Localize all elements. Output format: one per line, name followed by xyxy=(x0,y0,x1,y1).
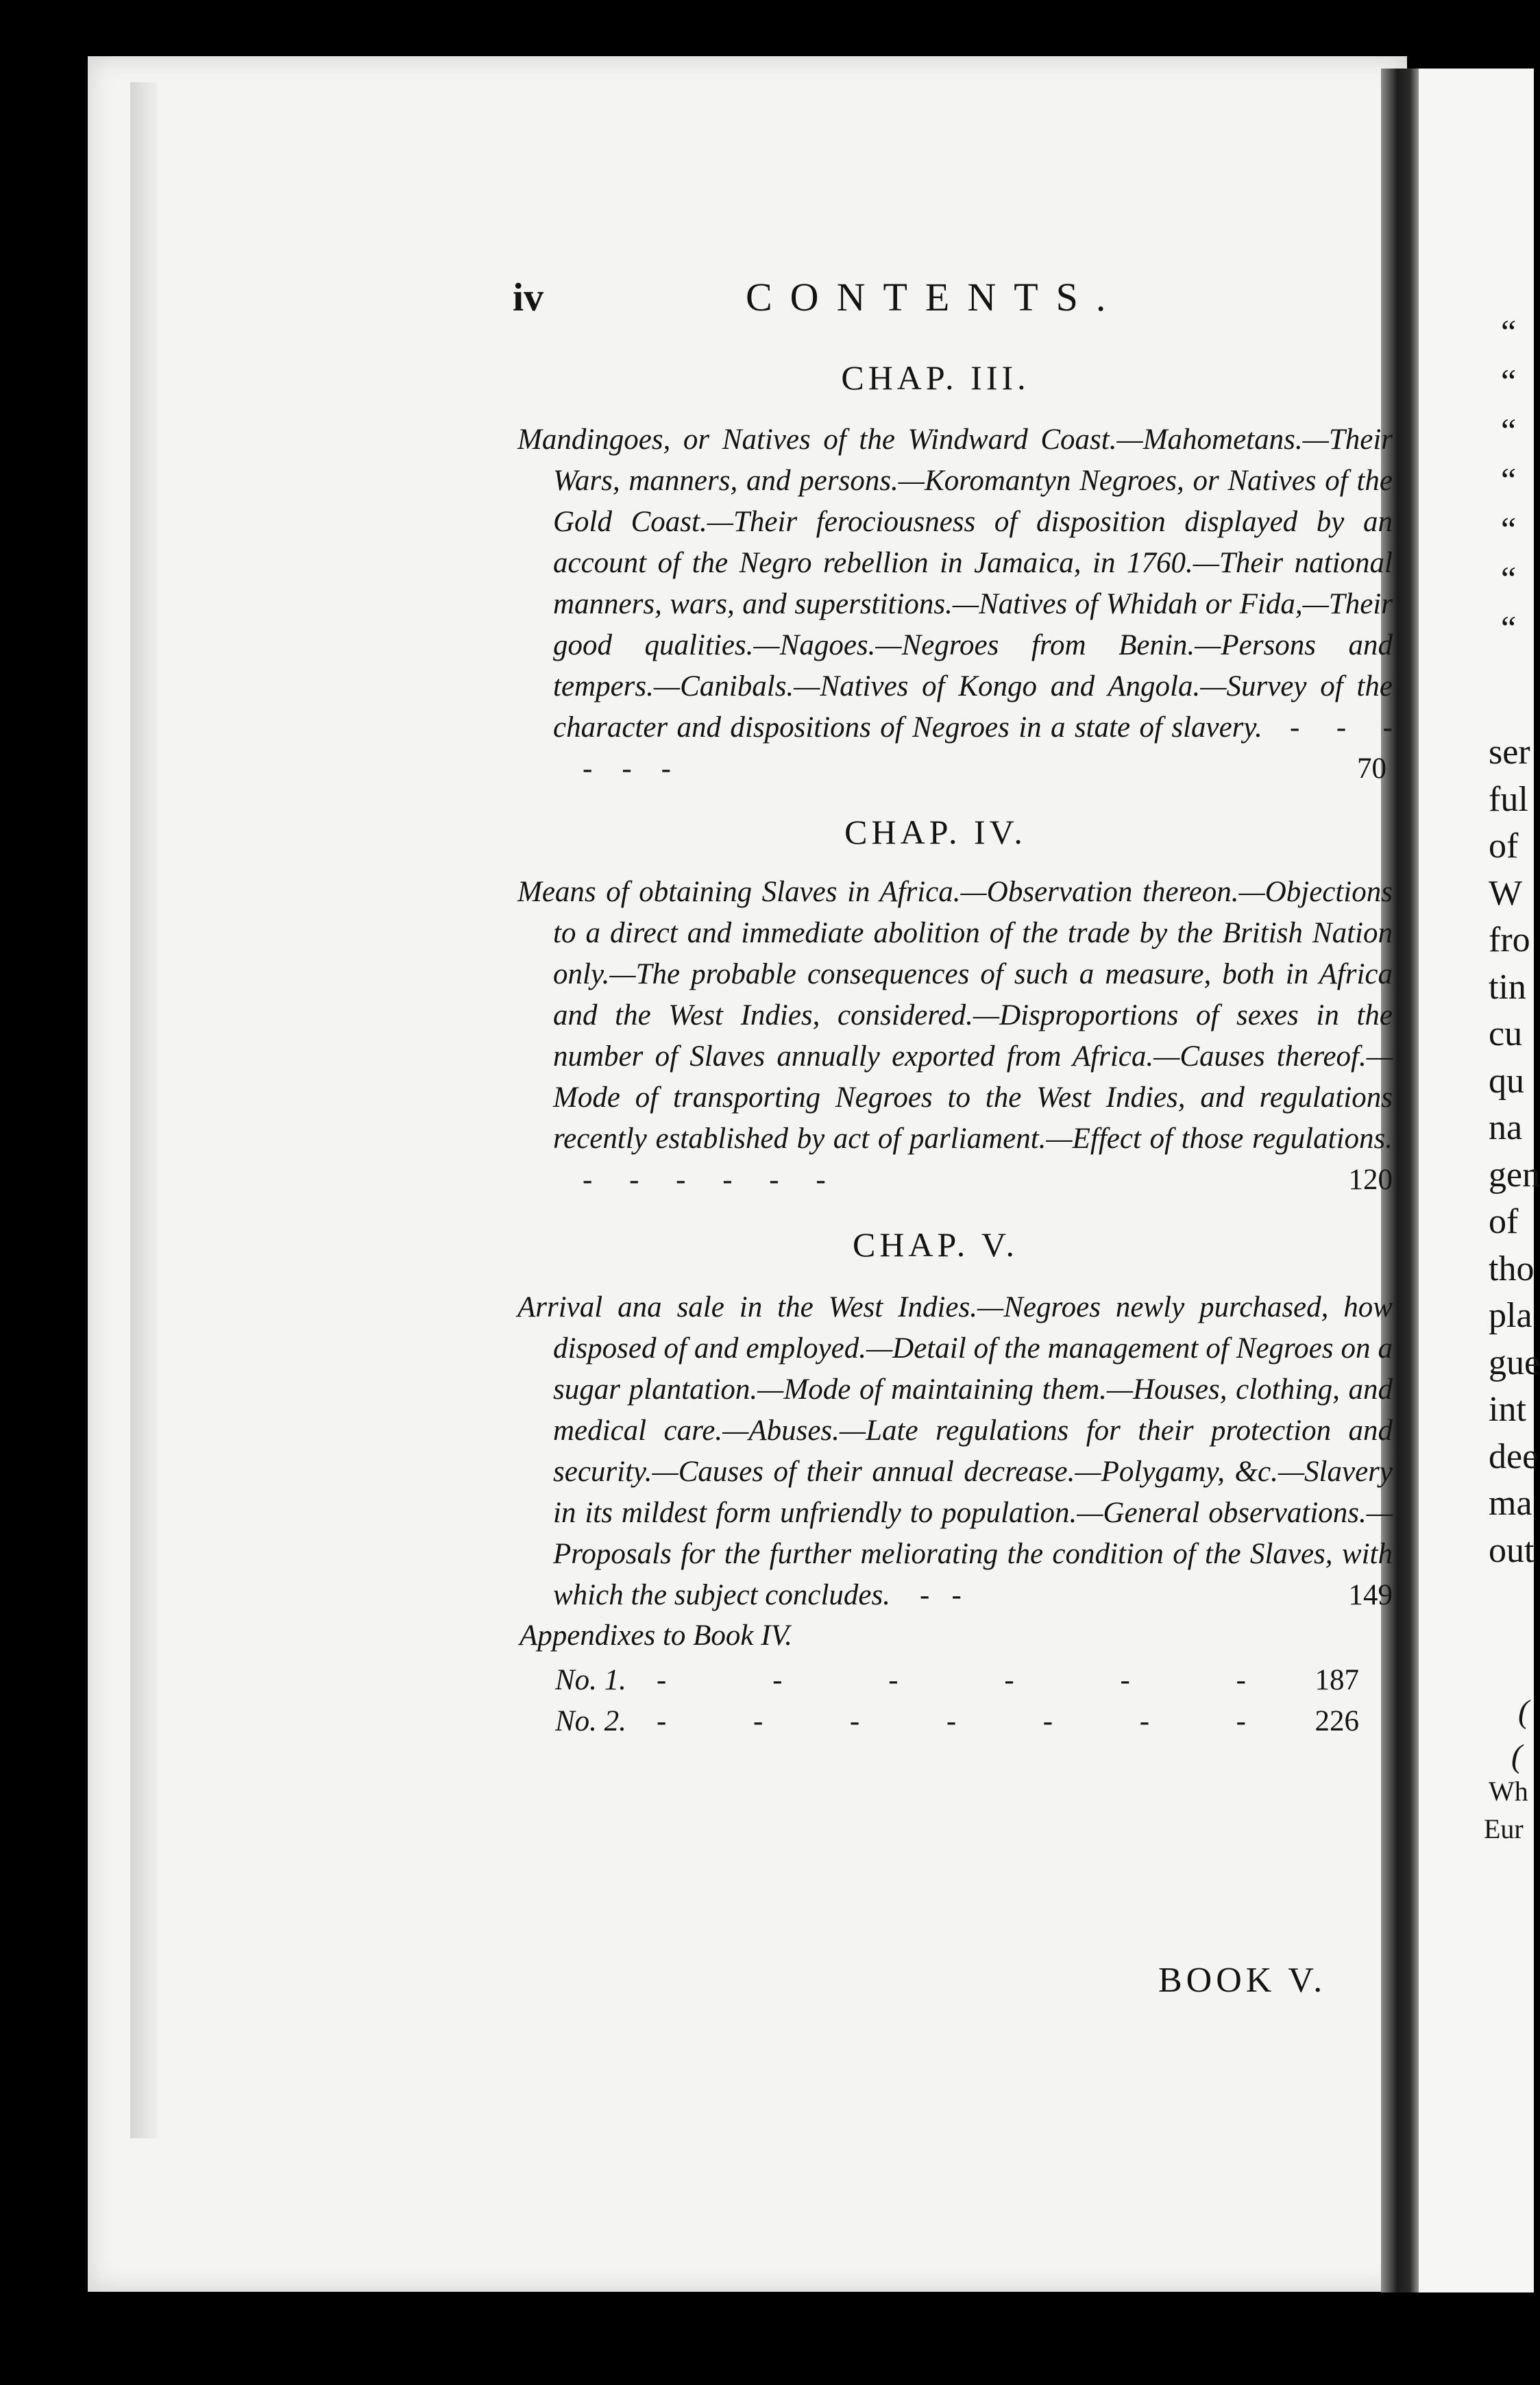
leader-dots: - - - - - - xyxy=(553,711,1393,785)
page-title: CONTENTS. xyxy=(746,275,1124,319)
facing-line-fragment: out xyxy=(1489,1530,1535,1570)
facing-quote-mark: “ xyxy=(1501,461,1517,499)
facing-quote-mark: “ xyxy=(1501,362,1517,400)
page-header xyxy=(513,274,1356,329)
page-reference: 120 xyxy=(1348,1164,1393,1196)
facing-line-fragment: W xyxy=(1489,873,1523,913)
appendix-label: No. 1. xyxy=(555,1664,626,1696)
page-reference: 149 xyxy=(1348,1579,1393,1611)
facing-line-fragment: of xyxy=(1489,1202,1519,1241)
facing-bottom-fragment: Eur xyxy=(1484,1813,1524,1844)
facing-line-fragment: dee xyxy=(1489,1436,1539,1476)
facing-bottom-fragment: ( xyxy=(1511,1738,1522,1774)
leader-dots: - - xyxy=(897,1579,962,1611)
facing-quote-mark: “ xyxy=(1501,510,1517,548)
leader-dots: - - - - - - xyxy=(657,1664,1246,1696)
facing-quote-mark: “ xyxy=(1501,313,1517,351)
facing-line-fragment: of xyxy=(1489,827,1519,866)
page-number: iv xyxy=(513,275,544,319)
chapter-summary-text: Arrival ana sale in the West Indies.—Negroes newly purchased, how disposed of and employed.—Detail of the management of Negroes on a sugar plantation.—Mode of maintaining them.—Houses, clothing, and medical care.—Abuses.—Late regulations for their protection and security.—Causes of their annual decrease.—Polygamy, &c.—Slavery in its mildest form unfriendly to population.—General observations.—Proposals for the further meliorating the condition of the Slaves, with which the subject concludes. xyxy=(517,1291,1393,1611)
chapter-heading-4: CHAP. IV. xyxy=(844,813,1027,851)
facing-line-fragment: pla xyxy=(1489,1296,1532,1335)
facing-quote-mark: “ xyxy=(1501,609,1517,647)
facing-line-fragment: gue xyxy=(1489,1343,1540,1382)
chapter-heading-5: CHAP. V. xyxy=(852,1225,1019,1264)
page-reference: 187 xyxy=(1315,1664,1359,1696)
facing-line-fragment: gen xyxy=(1489,1155,1540,1195)
page-reference: 226 xyxy=(1315,1705,1359,1737)
facing-line-fragment: tho xyxy=(1489,1249,1535,1288)
facing-line-fragment: qu xyxy=(1489,1061,1524,1101)
facing-line-fragment: ma xyxy=(1489,1484,1532,1523)
facing-bottom-fragment: Wh xyxy=(1489,1776,1528,1807)
facing-line-fragment: ser xyxy=(1489,733,1530,772)
facing-quote-mark: “ xyxy=(1501,559,1517,598)
leader-dots: - - - - - - xyxy=(553,1164,826,1196)
facing-line-fragment: ful xyxy=(1489,779,1528,819)
facing-line-fragment: cu xyxy=(1489,1014,1523,1053)
facing-line-fragment: tin xyxy=(1489,967,1526,1007)
facing-bottom-fragment: ( xyxy=(1518,1693,1529,1730)
chapter-summary-3: Mandingoes, or Natives of the Windward Coast.—Mahometans.—Their Wars, manners, and persons.—Koromantyn Negroes, or Natives of the Gold Coast.—Their ferociousness of disposition displayed by an account of the Negro rebellion in Jamaica, in 1760.—Their national manners, wars, and superstitions.—Natives of Whidah or Fida,—Their good qualities.—Nagoes.—Negroes from Benin.—Persons and tempers.—Canibals.—Natives of Kongo and Angola.—Survey of the character and dispositions of Negroes in a state of slavery. - - - - - - 70 xyxy=(517,424,1393,785)
page-fold-shadow xyxy=(130,82,158,2138)
appendix-label: No. 2. xyxy=(555,1705,626,1737)
facing-quote-mark: “ xyxy=(1501,411,1517,450)
chapter-summary-text: Means of obtaining Slaves in Africa.—Observation thereon.—Objections to a direct and immediate abolition of the trade by the British Nation only.—The probable consequences of such a measure, both in Africa and the West Indies, considered.—Disproportions of sexes in the number of Slaves annually exported from Africa.—Causes thereof.—Mode of transporting Negroes to the West Indies, and regulations recently established by act of parliament.—Effect of those regulations. xyxy=(517,876,1393,1155)
chapter-summary-4 xyxy=(517,872,1393,1201)
chapter-summary-5 xyxy=(517,1287,1393,1616)
chapter-heading-3: CHAP. III. xyxy=(841,358,1030,397)
facing-line-fragment: na xyxy=(1489,1108,1523,1147)
facing-line-fragment: fro xyxy=(1489,920,1530,959)
appendixes-label: Appendixes to Book IV. xyxy=(520,1619,793,1652)
leader-dots: - - - - - - - xyxy=(657,1705,1246,1737)
facing-line-fragment: int xyxy=(1489,1390,1526,1429)
catchword: BOOK V. xyxy=(1158,1961,1327,2000)
chapter-summary-text: Mandingoes, or Natives of the Windward Coast.—Mahometans.—Their Wars, manners, and persons.—Koromantyn Negroes, or Natives of the Gold Coast.—Their ferociousness of disposition displayed by an account of the Negro rebellion in Jamaica, in 1760.—Their national manners, wars, and superstitions.—Natives of Whidah or Fida,—Their good qualities.—Nagoes.—Negroes from Benin.—Persons and tempers.—Canibals.—Natives of Kongo and Angola.—Survey of the character and dispositions of Negroes in a state of slavery. xyxy=(517,424,1393,744)
